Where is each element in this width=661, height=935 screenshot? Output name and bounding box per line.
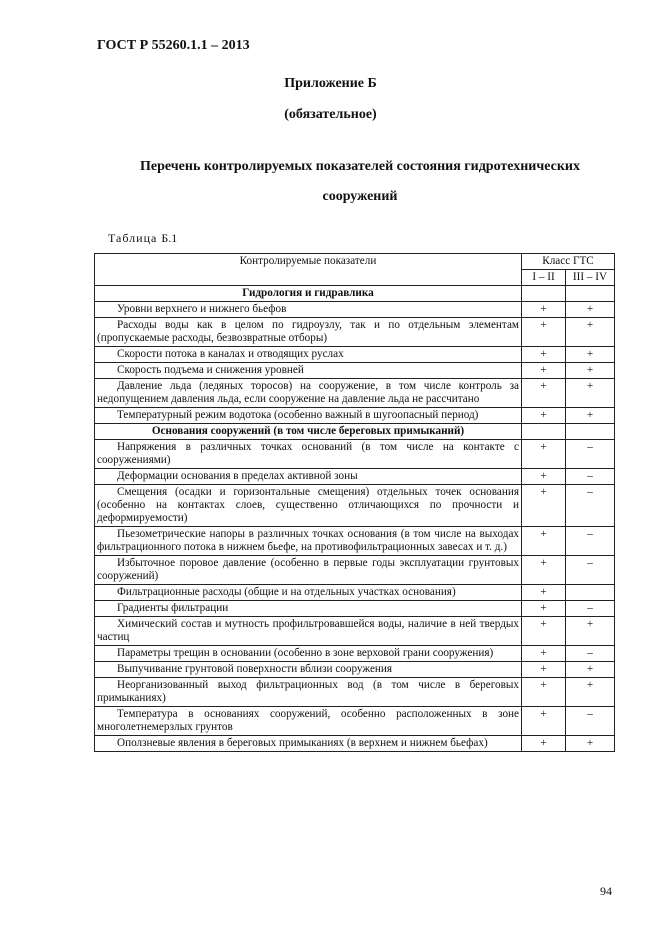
empty-cell: [566, 286, 615, 302]
class-a-mark: +: [522, 662, 566, 678]
class-b-mark: –: [566, 469, 615, 485]
class-b-mark: +: [566, 408, 615, 424]
indicator-text: Уровни верхнего и нижнего бьефов: [95, 302, 522, 318]
table-caption: [108, 231, 177, 246]
indicator-text: Параметры трещин в основании (особенно в зоне верховой грани сооружения): [95, 646, 522, 662]
class-b-mark: +: [566, 302, 615, 318]
class-b-mark: +: [566, 347, 615, 363]
class-b-mark: +: [566, 379, 615, 408]
page-number: 94: [600, 884, 612, 898]
class-a-mark: +: [522, 556, 566, 585]
class-b-mark: [566, 585, 615, 601]
header-class: Класс ГТС: [522, 254, 615, 270]
class-b-mark: –: [566, 556, 615, 585]
class-b-mark: –: [566, 527, 615, 556]
indicator-text: Неорганизованный выход фильтрационных вод (в том числе в береговых примыканиях): [95, 678, 522, 707]
indicator-text: Смещения (осадки и горизонтальные смещения) отдельных точек основания (особенно на контактах слоев, существенно отличающихся по прочности и деформируемости): [95, 485, 522, 527]
class-a-mark: +: [522, 736, 566, 752]
class-a-mark: +: [522, 379, 566, 408]
indicator-text: Температура в основаниях сооружений, особенно расположенных в зоне многолетнемерзлых грунтов: [95, 707, 522, 736]
indicator-text: Скорость подъема и снижения уровней: [95, 363, 522, 379]
document-code: ГОСТ Р 55260.1.1 – 2013: [97, 38, 250, 53]
indicator-text: Расходы воды как в целом по гидроузлу, так и по отдельным элементам (пропускаемые расходы, безвозвратные отборы): [95, 318, 522, 347]
appendix-subtitle: (обязательное): [284, 107, 377, 122]
table-row: [95, 363, 615, 379]
table-caption-word: Таблица: [108, 231, 158, 245]
class-b-mark: +: [566, 662, 615, 678]
class-a-mark: +: [522, 485, 566, 527]
class-b-mark: –: [566, 601, 615, 617]
table-row: [95, 347, 615, 363]
indicator-text: Градиенты фильтрации: [95, 601, 522, 617]
empty-cell: [522, 286, 566, 302]
class-a-mark: +: [522, 617, 566, 646]
class-b-mark: –: [566, 485, 615, 527]
table-row: [95, 527, 615, 556]
class-b-mark: +: [566, 363, 615, 379]
table-row: [95, 408, 615, 424]
indicator-text: Химический состав и мутность профильтровавшейся воды, наличие в ней твердых частиц: [95, 617, 522, 646]
table-row: [95, 617, 615, 646]
table-section-row: [95, 424, 615, 440]
indicator-text: Давление льда (ледяных торосов) на сооружение, в том числе контроль за недопущением давления льда, если сооружение на давление льда не рассчитано: [95, 379, 522, 408]
table-row: [95, 302, 615, 318]
empty-cell: [566, 424, 615, 440]
indicator-text: Фильтрационные расходы (общие и на отдельных участках основания): [95, 585, 522, 601]
table-row: [95, 707, 615, 736]
section-title: Основания сооружений (в том числе береговых примыканий): [95, 424, 522, 440]
section-heading-line2: сооружений: [322, 189, 398, 204]
class-a-mark: +: [522, 601, 566, 617]
header-indicators: Контролируемые показатели: [95, 254, 522, 286]
class-b-mark: +: [566, 617, 615, 646]
table-caption-number: Б.1: [161, 231, 178, 245]
table-body: [95, 286, 615, 752]
class-a-mark: +: [522, 363, 566, 379]
table-row: [95, 646, 615, 662]
class-a-mark: +: [522, 408, 566, 424]
class-b-mark: +: [566, 736, 615, 752]
table-row: [95, 469, 615, 485]
empty-cell: [522, 424, 566, 440]
table-row: [95, 736, 615, 752]
indicator-text: Выпучивание грунтовой поверхности вблизи сооружения: [95, 662, 522, 678]
appendix-title: Приложение Б: [284, 76, 377, 91]
table-row: [95, 556, 615, 585]
class-b-mark: +: [566, 678, 615, 707]
section-heading: [100, 152, 620, 212]
table-row: [95, 601, 615, 617]
header-class-a: I – II: [522, 270, 566, 286]
indicator-text: Оползневые явления в береговых примыканиях (в верхнем и нижнем бьефах): [95, 736, 522, 752]
class-a-mark: +: [522, 318, 566, 347]
table-section-row: [95, 286, 615, 302]
class-a-mark: +: [522, 678, 566, 707]
table-row: [95, 318, 615, 347]
indicator-text: Деформации основания в пределах активной зоны: [95, 469, 522, 485]
table-row: [95, 379, 615, 408]
table-row: [95, 585, 615, 601]
class-b-mark: –: [566, 440, 615, 469]
class-b-mark: +: [566, 318, 615, 347]
indicators-table: [94, 253, 615, 752]
class-a-mark: +: [522, 707, 566, 736]
table-row: [95, 440, 615, 469]
section-heading-line1: Перечень контролируемых показателей состояния гидротехнических: [140, 159, 580, 174]
class-a-mark: +: [522, 646, 566, 662]
table-row: [95, 485, 615, 527]
indicator-text: Температурный режим водотока (особенно важный в шугоопасный период): [95, 408, 522, 424]
section-title: Гидрология и гидравлика: [95, 286, 522, 302]
indicator-text: Пьезометрические напоры в различных точках основания (в том числе на выходах фильтрационного потока в нижнем бьефе, на противофильтрационных завесах и т. д.): [95, 527, 522, 556]
table-row: [95, 662, 615, 678]
indicator-text: Избыточное поровое давление (особенно в первые годы эксплуатации грунтовых сооружений): [95, 556, 522, 585]
header-class-b: III – IV: [566, 270, 615, 286]
class-a-mark: +: [522, 347, 566, 363]
class-b-mark: –: [566, 707, 615, 736]
indicator-text: Напряжения в различных точках оснований (в том числе на контакте с сооружениями): [95, 440, 522, 469]
class-a-mark: +: [522, 527, 566, 556]
class-a-mark: +: [522, 302, 566, 318]
class-a-mark: +: [522, 585, 566, 601]
class-a-mark: +: [522, 469, 566, 485]
class-b-mark: –: [566, 646, 615, 662]
indicator-text: Скорости потока в каналах и отводящих руслах: [95, 347, 522, 363]
class-a-mark: +: [522, 440, 566, 469]
table-row: [95, 678, 615, 707]
